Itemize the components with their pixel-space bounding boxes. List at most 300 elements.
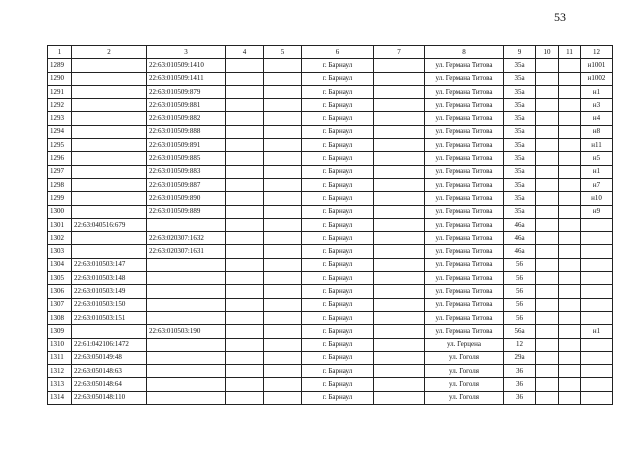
- table-cell: [226, 165, 264, 178]
- column-header: 12: [581, 46, 613, 59]
- table-cell: [536, 285, 559, 298]
- table-cell: [72, 72, 147, 85]
- table-cell: [374, 59, 425, 72]
- table-body: [48, 59, 613, 405]
- table-cell: 22:63:050148:64: [72, 378, 147, 391]
- table-cell: г. Барнаул: [302, 59, 374, 72]
- table-cell: 35а: [504, 165, 536, 178]
- table-cell: [226, 245, 264, 258]
- table-cell: 1314: [48, 391, 72, 404]
- table-cell: ул. Германа Титова: [425, 218, 504, 231]
- table-cell: 36: [504, 365, 536, 378]
- table-cell: 56: [504, 285, 536, 298]
- column-header: 2: [72, 46, 147, 59]
- table-cell: [536, 192, 559, 205]
- table-row: [48, 165, 613, 178]
- table-cell: [559, 285, 581, 298]
- table-cell: [147, 258, 226, 271]
- table-cell: [536, 391, 559, 404]
- table-cell: [226, 85, 264, 98]
- table-cell: [374, 245, 425, 258]
- table-cell: 1293: [48, 112, 72, 125]
- table-cell: 22:63:010509:891: [147, 139, 226, 152]
- table-cell: [226, 311, 264, 324]
- table-cell: [374, 72, 425, 85]
- table-cell: [536, 125, 559, 138]
- table-cell: [581, 232, 613, 245]
- table-row: [48, 258, 613, 271]
- table-cell: [264, 85, 302, 98]
- table-row: [48, 112, 613, 125]
- table-cell: 1305: [48, 272, 72, 285]
- table-cell: [559, 245, 581, 258]
- table-cell: 46а: [504, 245, 536, 258]
- table-cell: [581, 365, 613, 378]
- table-row: [48, 205, 613, 218]
- table-cell: г. Барнаул: [302, 311, 374, 324]
- table-cell: ул. Германа Титова: [425, 245, 504, 258]
- table-cell: [559, 391, 581, 404]
- table-cell: г. Барнаул: [302, 258, 374, 271]
- table-row: [48, 59, 613, 72]
- table-cell: [559, 165, 581, 178]
- table-cell: 1311: [48, 351, 72, 364]
- table-cell: [226, 152, 264, 165]
- table-cell: 35а: [504, 205, 536, 218]
- table-cell: г. Барнаул: [302, 99, 374, 112]
- table-cell: ул. Германа Титова: [425, 258, 504, 271]
- table-cell: [536, 152, 559, 165]
- table-cell: [72, 59, 147, 72]
- table-cell: г. Барнаул: [302, 205, 374, 218]
- table-cell: [264, 325, 302, 338]
- table-cell: н8: [581, 125, 613, 138]
- table-cell: [559, 338, 581, 351]
- table-cell: [374, 391, 425, 404]
- table-cell: [264, 351, 302, 364]
- table-cell: [536, 59, 559, 72]
- table-cell: 1303: [48, 245, 72, 258]
- column-header: 10: [536, 46, 559, 59]
- table-cell: [264, 378, 302, 391]
- table-cell: 1295: [48, 139, 72, 152]
- table-cell: 1299: [48, 192, 72, 205]
- table-cell: [374, 178, 425, 191]
- table-cell: [536, 85, 559, 98]
- table-cell: [226, 232, 264, 245]
- column-header: 1: [48, 46, 72, 59]
- table-cell: г. Барнаул: [302, 165, 374, 178]
- table-cell: [374, 152, 425, 165]
- table-cell: 22:63:010503:148: [72, 272, 147, 285]
- table-cell: [559, 178, 581, 191]
- table-cell: 1301: [48, 218, 72, 231]
- table-cell: 35а: [504, 112, 536, 125]
- table-cell: [374, 311, 425, 324]
- table-cell: 22:63:050148:110: [72, 391, 147, 404]
- table-cell: г. Барнаул: [302, 72, 374, 85]
- table-cell: [374, 125, 425, 138]
- table-cell: 56: [504, 298, 536, 311]
- table-cell: 35а: [504, 125, 536, 138]
- table-row: [48, 72, 613, 85]
- table-cell: 22:63:050148:63: [72, 365, 147, 378]
- column-header: 5: [264, 46, 302, 59]
- table-cell: 22:63:010509:889: [147, 205, 226, 218]
- table-row: [48, 125, 613, 138]
- table-cell: [374, 232, 425, 245]
- table-cell: [264, 258, 302, 271]
- table-cell: г. Барнаул: [302, 272, 374, 285]
- table-cell: 1289: [48, 59, 72, 72]
- table-cell: 1300: [48, 205, 72, 218]
- table-cell: [226, 218, 264, 231]
- table-cell: 36: [504, 391, 536, 404]
- table-row: [48, 139, 613, 152]
- table-header-row: [48, 46, 613, 59]
- table-cell: [226, 125, 264, 138]
- table-row: [48, 232, 613, 245]
- table-cell: 1313: [48, 378, 72, 391]
- table-cell: 22:63:020307:1632: [147, 232, 226, 245]
- table-cell: 1298: [48, 178, 72, 191]
- table-cell: [374, 192, 425, 205]
- table-cell: 35а: [504, 139, 536, 152]
- table-cell: 22:63:010503:151: [72, 311, 147, 324]
- table-cell: [72, 99, 147, 112]
- column-header: 8: [425, 46, 504, 59]
- table-cell: [374, 99, 425, 112]
- table-cell: ул. Гоголя: [425, 378, 504, 391]
- table-cell: 1306: [48, 285, 72, 298]
- table-cell: 22:63:010509:887: [147, 178, 226, 191]
- table-cell: 22:63:010503:150: [72, 298, 147, 311]
- table-cell: [559, 272, 581, 285]
- column-header: 4: [226, 46, 264, 59]
- table-cell: г. Барнаул: [302, 245, 374, 258]
- table-cell: [147, 378, 226, 391]
- table-row: [48, 218, 613, 231]
- table-cell: 1308: [48, 311, 72, 324]
- table-cell: [374, 139, 425, 152]
- table-cell: [264, 72, 302, 85]
- table-row: [48, 365, 613, 378]
- table-cell: [536, 165, 559, 178]
- table-cell: [374, 365, 425, 378]
- table-cell: [264, 365, 302, 378]
- table-cell: н4: [581, 112, 613, 125]
- table-cell: [72, 178, 147, 191]
- table-cell: [226, 285, 264, 298]
- table-cell: ул. Гоголя: [425, 365, 504, 378]
- table-row: [48, 152, 613, 165]
- table-cell: [374, 325, 425, 338]
- table-cell: [536, 218, 559, 231]
- column-header: 7: [374, 46, 425, 59]
- table-cell: [536, 325, 559, 338]
- table-cell: [559, 152, 581, 165]
- table-cell: 35а: [504, 59, 536, 72]
- table-cell: н1: [581, 85, 613, 98]
- table-cell: ул. Германа Титова: [425, 112, 504, 125]
- table-cell: [72, 85, 147, 98]
- table-cell: ул. Германа Титова: [425, 139, 504, 152]
- table-cell: [374, 165, 425, 178]
- table-cell: [147, 311, 226, 324]
- table-cell: [147, 285, 226, 298]
- table-cell: [559, 218, 581, 231]
- table-cell: г. Барнаул: [302, 139, 374, 152]
- table-cell: 35а: [504, 152, 536, 165]
- table-cell: [559, 85, 581, 98]
- table-cell: 22:63:010509:879: [147, 85, 226, 98]
- table-cell: [536, 338, 559, 351]
- table-cell: [226, 112, 264, 125]
- table-cell: н5: [581, 152, 613, 165]
- table-cell: [226, 391, 264, 404]
- table-cell: 35а: [504, 192, 536, 205]
- table-cell: [264, 139, 302, 152]
- table-cell: 22:63:010503:147: [72, 258, 147, 271]
- table-cell: [72, 165, 147, 178]
- table-cell: [374, 112, 425, 125]
- table-cell: ул. Гоголя: [425, 391, 504, 404]
- table-cell: 12: [504, 338, 536, 351]
- table-cell: [536, 99, 559, 112]
- table-cell: ул. Герцена: [425, 338, 504, 351]
- table-cell: г. Барнаул: [302, 325, 374, 338]
- table-cell: 22:63:040516:679: [72, 218, 147, 231]
- table-cell: ул. Гоголя: [425, 351, 504, 364]
- table-cell: [264, 178, 302, 191]
- table-cell: [226, 139, 264, 152]
- table-cell: [581, 258, 613, 271]
- table-cell: 1312: [48, 365, 72, 378]
- table-cell: [226, 99, 264, 112]
- table-cell: г. Барнаул: [302, 391, 374, 404]
- table-cell: 1290: [48, 72, 72, 85]
- table-cell: ул. Германа Титова: [425, 205, 504, 218]
- table-cell: 56: [504, 272, 536, 285]
- table-cell: [264, 338, 302, 351]
- table-cell: [374, 338, 425, 351]
- table-cell: 22:63:010509:885: [147, 152, 226, 165]
- table-cell: [72, 245, 147, 258]
- table-row: [48, 351, 613, 364]
- table-row: [48, 378, 613, 391]
- table-cell: ул. Германа Титова: [425, 59, 504, 72]
- table-cell: 1307: [48, 298, 72, 311]
- table-cell: [559, 139, 581, 152]
- table-cell: 22:61:042106:1472: [72, 338, 147, 351]
- table-cell: [536, 311, 559, 324]
- table-cell: [536, 112, 559, 125]
- table-cell: [374, 272, 425, 285]
- table-cell: [374, 85, 425, 98]
- table-cell: [264, 99, 302, 112]
- table-cell: [226, 298, 264, 311]
- table-cell: ул. Германа Титова: [425, 192, 504, 205]
- table-cell: [374, 351, 425, 364]
- table-cell: 22:63:010503:190: [147, 325, 226, 338]
- table-row: [48, 338, 613, 351]
- table-cell: [581, 298, 613, 311]
- table-cell: [559, 298, 581, 311]
- table-row: [48, 99, 613, 112]
- table-cell: [559, 258, 581, 271]
- table-cell: 22:63:010509:1410: [147, 59, 226, 72]
- table-row: [48, 311, 613, 324]
- table-cell: ул. Германа Титова: [425, 272, 504, 285]
- table-cell: [264, 391, 302, 404]
- table-cell: [147, 351, 226, 364]
- table-cell: [581, 245, 613, 258]
- table-row: [48, 245, 613, 258]
- table-cell: [72, 152, 147, 165]
- table-cell: [264, 232, 302, 245]
- table-cell: [226, 378, 264, 391]
- table-cell: [581, 272, 613, 285]
- table-cell: 56а: [504, 325, 536, 338]
- table-cell: н7: [581, 178, 613, 191]
- column-header: 11: [559, 46, 581, 59]
- table-row: [48, 325, 613, 338]
- table-cell: [72, 192, 147, 205]
- table-cell: [559, 232, 581, 245]
- table-cell: [264, 112, 302, 125]
- table-cell: ул. Германа Титова: [425, 285, 504, 298]
- registry-table: [47, 45, 613, 405]
- table-cell: [559, 325, 581, 338]
- table-cell: [559, 378, 581, 391]
- table-row: [48, 272, 613, 285]
- column-header: 6: [302, 46, 374, 59]
- column-header: 9: [504, 46, 536, 59]
- table-cell: [374, 218, 425, 231]
- table-cell: [581, 218, 613, 231]
- table-cell: [559, 351, 581, 364]
- table-cell: [264, 245, 302, 258]
- table-cell: [264, 165, 302, 178]
- table-cell: [536, 205, 559, 218]
- table-cell: 22:63:050149:48: [72, 351, 147, 364]
- table-cell: н1002: [581, 72, 613, 85]
- table-cell: 1296: [48, 152, 72, 165]
- table-cell: н9: [581, 205, 613, 218]
- table-cell: [226, 365, 264, 378]
- table-cell: [559, 72, 581, 85]
- table-cell: г. Барнаул: [302, 378, 374, 391]
- table-cell: [559, 365, 581, 378]
- table-cell: г. Барнаул: [302, 112, 374, 125]
- table-cell: г. Барнаул: [302, 192, 374, 205]
- table-cell: [536, 365, 559, 378]
- table-cell: [581, 285, 613, 298]
- table-cell: [559, 59, 581, 72]
- table-cell: ул. Германа Титова: [425, 85, 504, 98]
- table-cell: 22:63:010509:881: [147, 99, 226, 112]
- table-cell: г. Барнаул: [302, 218, 374, 231]
- table-cell: [72, 139, 147, 152]
- table-row: [48, 391, 613, 404]
- table-cell: ул. Германа Титова: [425, 298, 504, 311]
- table-cell: [264, 192, 302, 205]
- table-cell: [264, 311, 302, 324]
- table-cell: [374, 285, 425, 298]
- table-cell: 35а: [504, 99, 536, 112]
- table-cell: г. Барнаул: [302, 85, 374, 98]
- table-row: [48, 178, 613, 191]
- table-cell: 29а: [504, 351, 536, 364]
- table-cell: 22:63:020307:1631: [147, 245, 226, 258]
- table-cell: [226, 338, 264, 351]
- table-cell: 1304: [48, 258, 72, 271]
- table-cell: [147, 272, 226, 285]
- table-cell: 35а: [504, 85, 536, 98]
- table-cell: [374, 298, 425, 311]
- table-cell: [536, 378, 559, 391]
- table-cell: [374, 258, 425, 271]
- table-cell: 22:63:010509:1411: [147, 72, 226, 85]
- table-cell: [536, 351, 559, 364]
- table-cell: 56: [504, 311, 536, 324]
- table-cell: г. Барнаул: [302, 152, 374, 165]
- table-cell: [581, 351, 613, 364]
- table-cell: 1310: [48, 338, 72, 351]
- table-cell: [374, 205, 425, 218]
- table-cell: г. Барнаул: [302, 285, 374, 298]
- table-cell: ул. Германа Титова: [425, 232, 504, 245]
- table-cell: ул. Германа Титова: [425, 325, 504, 338]
- table-cell: [581, 338, 613, 351]
- table-cell: 1297: [48, 165, 72, 178]
- table-cell: 35а: [504, 178, 536, 191]
- table-cell: [536, 178, 559, 191]
- table-cell: [72, 205, 147, 218]
- table-cell: [581, 391, 613, 404]
- table-cell: н1: [581, 165, 613, 178]
- table-cell: [559, 205, 581, 218]
- table-cell: [264, 218, 302, 231]
- table-cell: ул. Германа Титова: [425, 152, 504, 165]
- table-cell: [226, 178, 264, 191]
- table-cell: [147, 298, 226, 311]
- table-cell: ул. Германа Титова: [425, 125, 504, 138]
- column-header: 3: [147, 46, 226, 59]
- table-cell: [559, 192, 581, 205]
- table-cell: 1292: [48, 99, 72, 112]
- table-cell: [264, 152, 302, 165]
- page-number: 53: [554, 10, 566, 24]
- table-cell: 1309: [48, 325, 72, 338]
- table-cell: [536, 139, 559, 152]
- table-cell: 46а: [504, 218, 536, 231]
- table-cell: [536, 258, 559, 271]
- table-cell: ул. Германа Титова: [425, 311, 504, 324]
- table-cell: [536, 232, 559, 245]
- table-cell: 22:63:010509:888: [147, 125, 226, 138]
- table-cell: [226, 272, 264, 285]
- table-row: [48, 298, 613, 311]
- table-cell: [226, 325, 264, 338]
- table-cell: [559, 112, 581, 125]
- table-cell: ул. Германа Титова: [425, 72, 504, 85]
- table-cell: г. Барнаул: [302, 178, 374, 191]
- table-cell: [72, 112, 147, 125]
- table-cell: [72, 325, 147, 338]
- table-cell: 22:63:010509:882: [147, 112, 226, 125]
- table-cell: [264, 285, 302, 298]
